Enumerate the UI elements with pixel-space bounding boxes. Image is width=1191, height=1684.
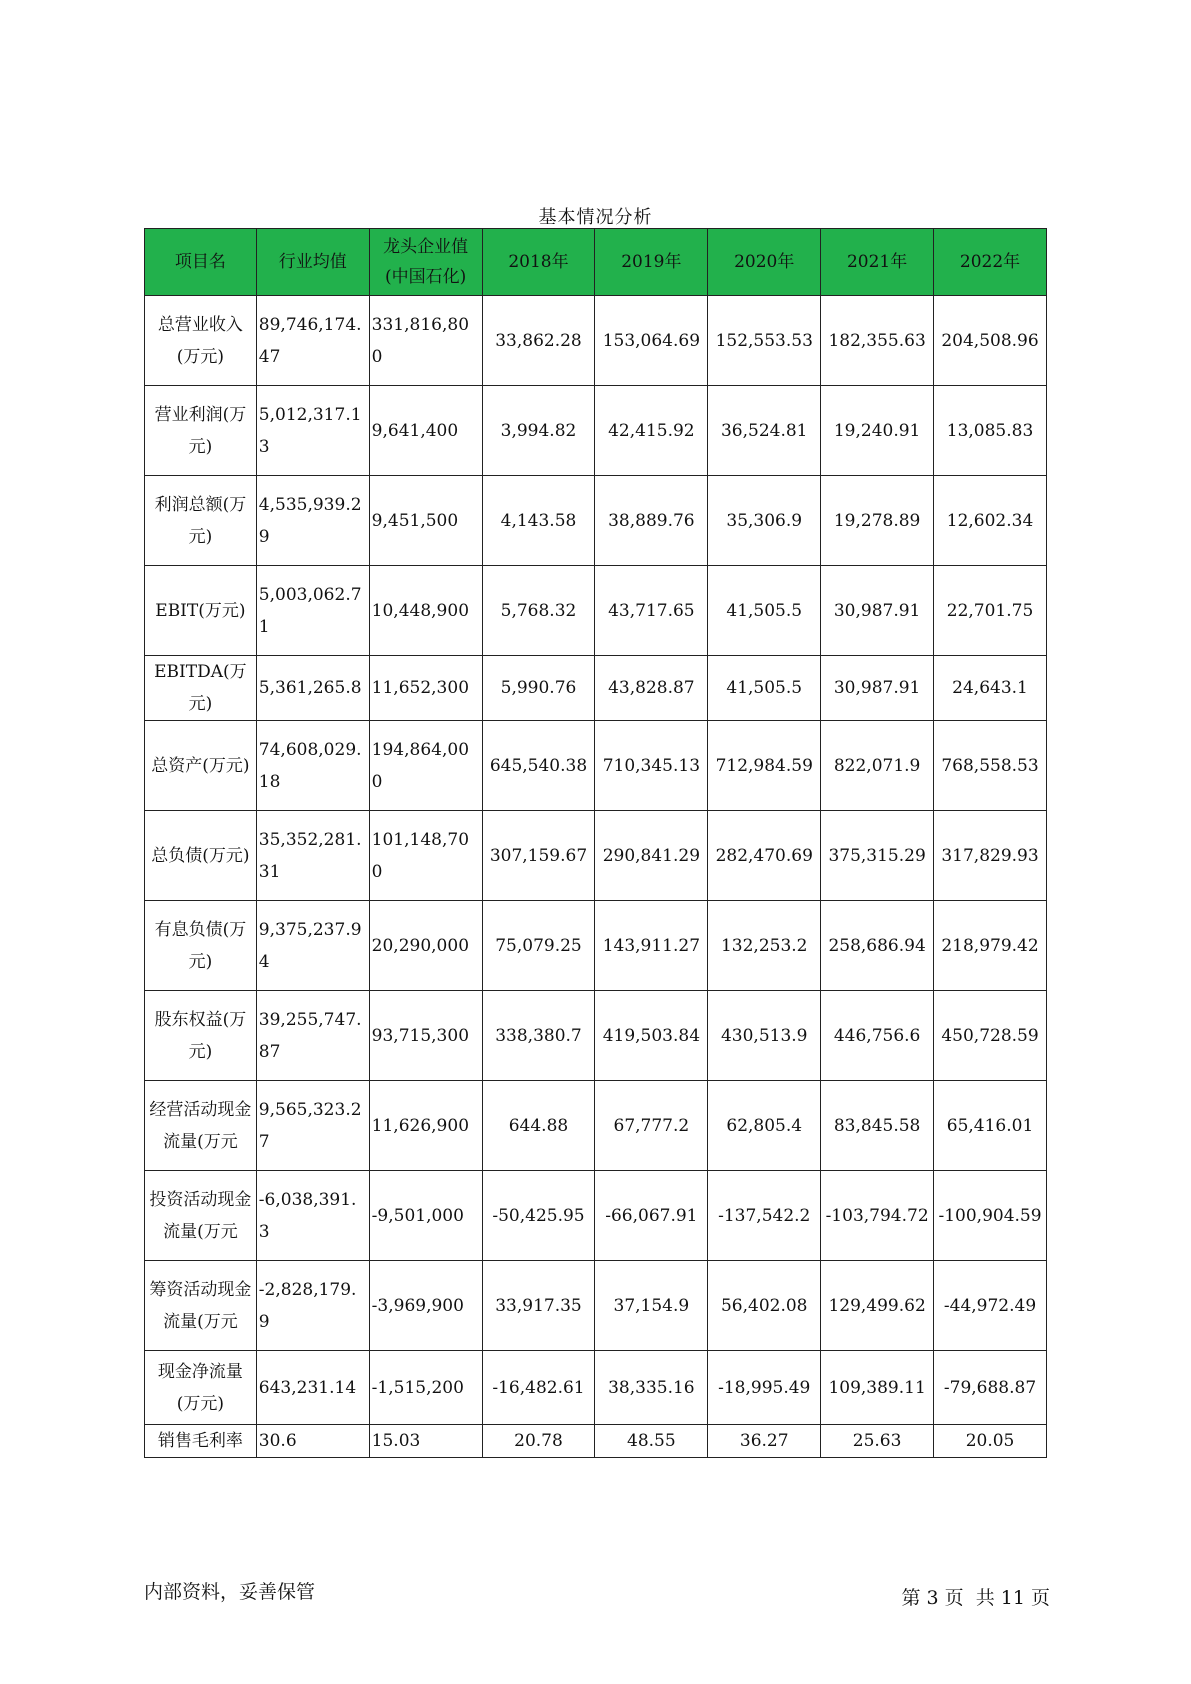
value-2018: -50,425.95 <box>482 1171 595 1261</box>
value-2018: 75,079.25 <box>482 901 595 991</box>
leader-value-cell: 10,448,900 <box>369 566 482 656</box>
value-2021: 30,987.91 <box>821 656 934 721</box>
value-2019: 42,415.92 <box>595 386 708 476</box>
table-row <box>145 656 1047 721</box>
row-label: EBIT(万元) <box>145 566 257 656</box>
value-2018: -16,482.61 <box>482 1351 595 1425</box>
value-2020: 36.27 <box>708 1425 821 1458</box>
value-2020: 152,553.53 <box>708 296 821 386</box>
leader-value-cell: 331,816,800 <box>369 296 482 386</box>
basic-analysis-table <box>144 228 1047 1458</box>
value-2022: 768,558.53 <box>934 721 1047 811</box>
table-caption: 基本情况分析 <box>538 207 653 228</box>
value-2019: 38,335.16 <box>595 1351 708 1425</box>
industry-avg-cell: 5,012,317.13 <box>256 386 369 476</box>
value-2019: 48.55 <box>595 1425 708 1458</box>
value-2019: 143,911.27 <box>595 901 708 991</box>
value-2021: 30,987.91 <box>821 566 934 656</box>
value-2020: 56,402.08 <box>708 1261 821 1351</box>
leader-value-cell: 93,715,300 <box>369 991 482 1081</box>
value-2020: 430,513.9 <box>708 991 821 1081</box>
value-2020: -137,542.2 <box>708 1171 821 1261</box>
table-row <box>145 386 1047 476</box>
header-leader-value: 龙头企业值(中国石化) <box>369 229 482 296</box>
value-2018: 5,768.32 <box>482 566 595 656</box>
table-row <box>145 1081 1047 1171</box>
value-2019: 290,841.29 <box>595 811 708 901</box>
value-2021: 25.63 <box>821 1425 934 1458</box>
leader-value-cell: 20,290,000 <box>369 901 482 991</box>
header-2020: 2020年 <box>708 229 821 296</box>
value-2021: 822,071.9 <box>821 721 934 811</box>
value-2021: 19,278.89 <box>821 476 934 566</box>
industry-avg-cell: -2,828,179.9 <box>256 1261 369 1351</box>
value-2021: 83,845.58 <box>821 1081 934 1171</box>
value-2020: 41,505.5 <box>708 566 821 656</box>
value-2021: 19,240.91 <box>821 386 934 476</box>
value-2021: 109,389.11 <box>821 1351 934 1425</box>
value-2019: 43,828.87 <box>595 656 708 721</box>
value-2018: 645,540.38 <box>482 721 595 811</box>
table-row <box>145 901 1047 991</box>
row-label: 现金净流量(万元) <box>145 1351 257 1425</box>
value-2020: 36,524.81 <box>708 386 821 476</box>
industry-avg-cell: 89,746,174.47 <box>256 296 369 386</box>
value-2022: -100,904.59 <box>934 1171 1047 1261</box>
row-label: 总资产(万元) <box>145 721 257 811</box>
header-2021: 2021年 <box>821 229 934 296</box>
header-2022: 2022年 <box>934 229 1047 296</box>
value-2018: 644.88 <box>482 1081 595 1171</box>
leader-value-cell: 194,864,000 <box>369 721 482 811</box>
industry-avg-cell: 9,375,237.94 <box>256 901 369 991</box>
table-row <box>145 1261 1047 1351</box>
value-2022: 204,508.96 <box>934 296 1047 386</box>
value-2022: 450,728.59 <box>934 991 1047 1081</box>
table-row <box>145 296 1047 386</box>
table-row <box>145 1351 1047 1425</box>
value-2019: 37,154.9 <box>595 1261 708 1351</box>
table-row <box>145 476 1047 566</box>
value-2020: 712,984.59 <box>708 721 821 811</box>
row-label: 股东权益(万元) <box>145 991 257 1081</box>
value-2020: 35,306.9 <box>708 476 821 566</box>
leader-value-cell: 101,148,700 <box>369 811 482 901</box>
value-2019: 710,345.13 <box>595 721 708 811</box>
row-label: 总营业收入(万元) <box>145 296 257 386</box>
leader-value-cell: -1,515,200 <box>369 1351 482 1425</box>
leader-value-cell: -3,969,900 <box>369 1261 482 1351</box>
value-2020: -18,995.49 <box>708 1351 821 1425</box>
industry-avg-cell: -6,038,391.3 <box>256 1171 369 1261</box>
header-item-name: 项目名 <box>145 229 257 296</box>
row-label: 筹资活动现金流量(万元 <box>145 1261 257 1351</box>
table-row <box>145 811 1047 901</box>
industry-avg-cell: 4,535,939.29 <box>256 476 369 566</box>
value-2018: 20.78 <box>482 1425 595 1458</box>
industry-avg-cell: 9,565,323.27 <box>256 1081 369 1171</box>
value-2019: 38,889.76 <box>595 476 708 566</box>
value-2022: 24,643.1 <box>934 656 1047 721</box>
leader-value-cell: 11,652,300 <box>369 656 482 721</box>
row-label: 总负债(万元) <box>145 811 257 901</box>
value-2018: 33,917.35 <box>482 1261 595 1351</box>
value-2020: 62,805.4 <box>708 1081 821 1171</box>
header-industry-avg: 行业均值 <box>256 229 369 296</box>
value-2022: 218,979.42 <box>934 901 1047 991</box>
table-row <box>145 1425 1047 1458</box>
row-label: 有息负债(万元) <box>145 901 257 991</box>
value-2019: 419,503.84 <box>595 991 708 1081</box>
value-2020: 41,505.5 <box>708 656 821 721</box>
value-2021: 129,499.62 <box>821 1261 934 1351</box>
value-2022: 13,085.83 <box>934 386 1047 476</box>
table-row <box>145 991 1047 1081</box>
row-label: 利润总额(万元) <box>145 476 257 566</box>
industry-avg-cell: 30.6 <box>256 1425 369 1458</box>
leader-value-cell: 9,641,400 <box>369 386 482 476</box>
row-label: 销售毛利率 <box>145 1425 257 1458</box>
value-2019: -66,067.91 <box>595 1171 708 1261</box>
row-label: 投资活动现金流量(万元 <box>145 1171 257 1261</box>
value-2020: 282,470.69 <box>708 811 821 901</box>
value-2022: 65,416.01 <box>934 1081 1047 1171</box>
industry-avg-cell: 643,231.14 <box>256 1351 369 1425</box>
value-2018: 4,143.58 <box>482 476 595 566</box>
row-label: 经营活动现金流量(万元 <box>145 1081 257 1171</box>
header-row <box>145 229 1047 296</box>
value-2018: 5,990.76 <box>482 656 595 721</box>
table-row <box>145 1171 1047 1261</box>
value-2018: 33,862.28 <box>482 296 595 386</box>
industry-avg-cell: 5,361,265.8 <box>256 656 369 721</box>
value-2022: -44,972.49 <box>934 1261 1047 1351</box>
value-2019: 67,777.2 <box>595 1081 708 1171</box>
value-2022: 12,602.34 <box>934 476 1047 566</box>
value-2020: 132,253.2 <box>708 901 821 991</box>
industry-avg-cell: 35,352,281.31 <box>256 811 369 901</box>
leader-value-cell: 15.03 <box>369 1425 482 1458</box>
row-label: 营业利润(万元) <box>145 386 257 476</box>
value-2022: 22,701.75 <box>934 566 1047 656</box>
value-2021: 182,355.63 <box>821 296 934 386</box>
value-2022: 20.05 <box>934 1425 1047 1458</box>
header-2018: 2018年 <box>482 229 595 296</box>
value-2018: 307,159.67 <box>482 811 595 901</box>
industry-avg-cell: 5,003,062.71 <box>256 566 369 656</box>
value-2018: 338,380.7 <box>482 991 595 1081</box>
value-2018: 3,994.82 <box>482 386 595 476</box>
leader-value-cell: -9,501,000 <box>369 1171 482 1261</box>
industry-avg-cell: 39,255,747.87 <box>256 991 369 1081</box>
value-2019: 43,717.65 <box>595 566 708 656</box>
value-2019: 153,064.69 <box>595 296 708 386</box>
table-row <box>145 566 1047 656</box>
value-2021: 446,756.6 <box>821 991 934 1081</box>
value-2021: 375,315.29 <box>821 811 934 901</box>
footer-page-number: 第 3 页 共 11 页 <box>901 1587 1050 1609</box>
industry-avg-cell: 74,608,029.18 <box>256 721 369 811</box>
footer-confidential: 内部资料，妥善保管 <box>144 1581 316 1603</box>
value-2022: 317,829.93 <box>934 811 1047 901</box>
row-label: EBITDA(万元) <box>145 656 257 721</box>
leader-value-cell: 9,451,500 <box>369 476 482 566</box>
value-2022: -79,688.87 <box>934 1351 1047 1425</box>
header-2019: 2019年 <box>595 229 708 296</box>
table-row <box>145 721 1047 811</box>
leader-value-cell: 11,626,900 <box>369 1081 482 1171</box>
value-2021: -103,794.72 <box>821 1171 934 1261</box>
value-2021: 258,686.94 <box>821 901 934 991</box>
